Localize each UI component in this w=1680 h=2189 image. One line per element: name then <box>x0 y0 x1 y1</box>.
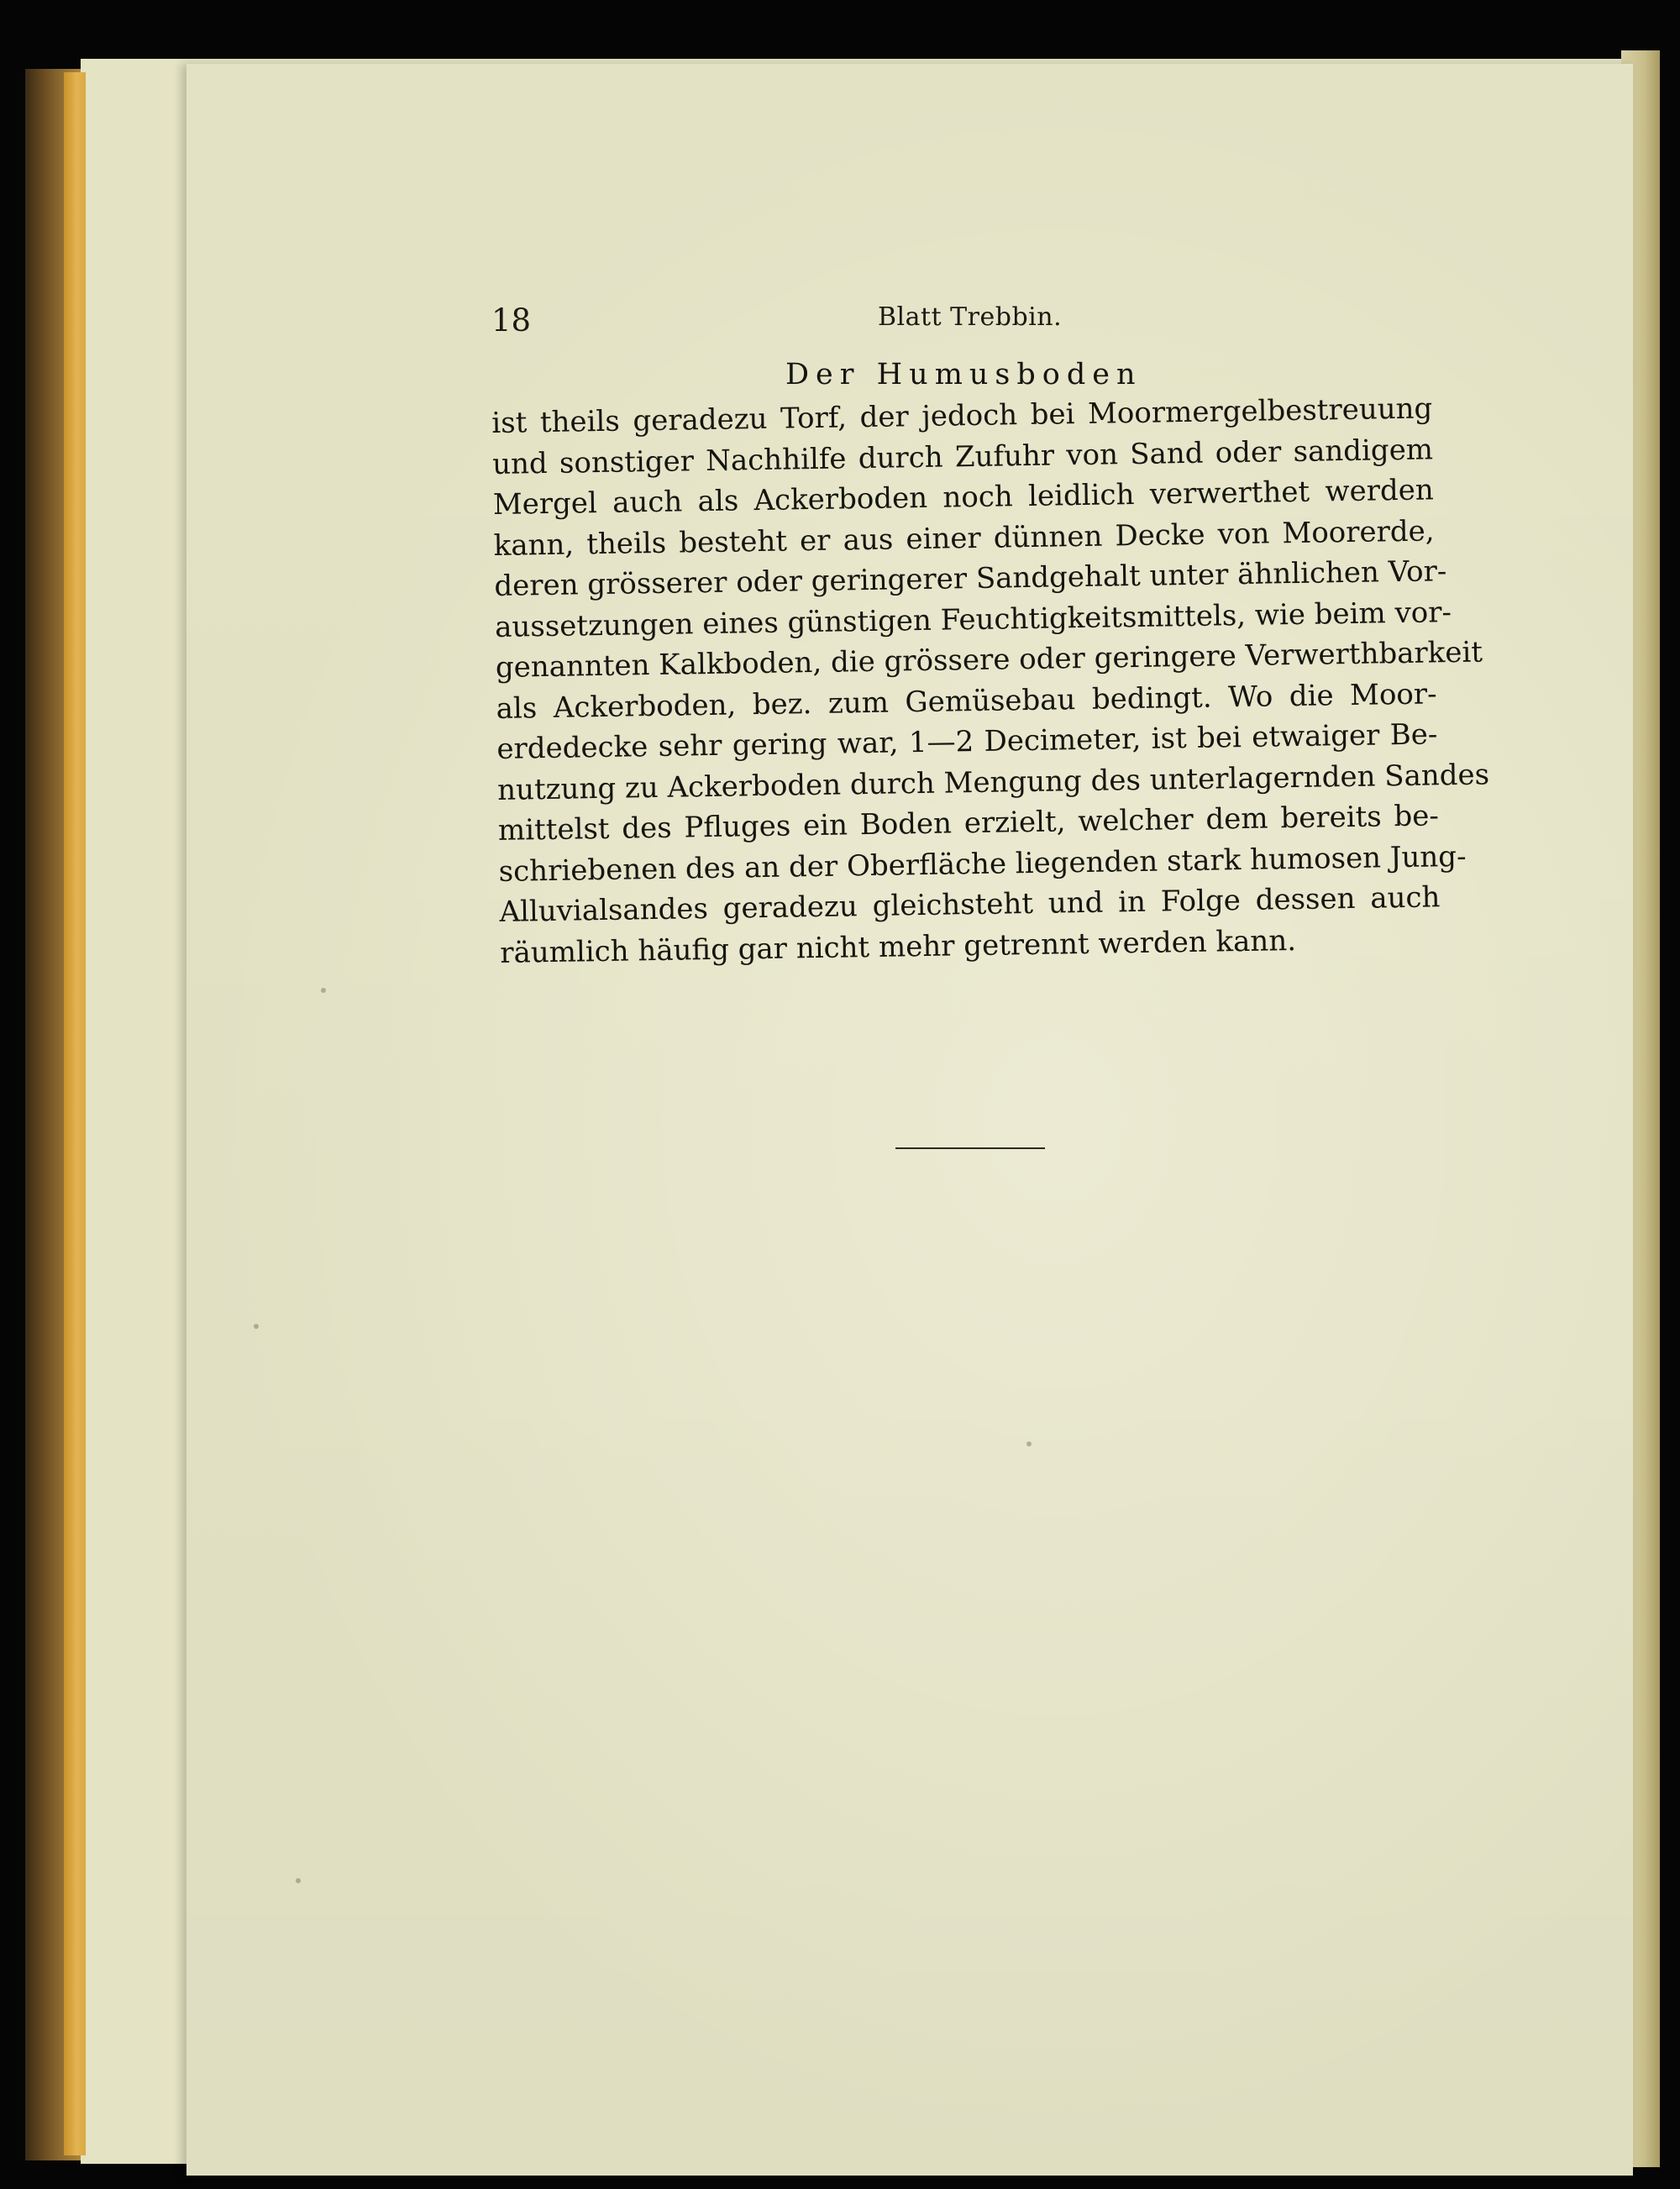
section-heading: Der Humusboden <box>785 358 1142 391</box>
text-line: erdedecke sehr gering war, 1—2 Decimeter, ist bei etwaiger Be- <box>496 717 1438 766</box>
text-line: räumlich häufig gar nicht mehr getrennt werden kann. <box>499 923 1297 970</box>
text-line: kann, theils besteht er aus einer dünnen Decke von Moorerde, <box>493 513 1435 563</box>
page-number: 18 <box>491 302 532 339</box>
text-line: Alluvialsandes geradezu gleichsteht und in Folge dessen auch <box>499 880 1441 929</box>
text-line: genannten Kalkboden, die grössere oder geringere Verwerthbarkeit <box>495 635 1483 685</box>
page-header <box>491 302 1130 361</box>
text-line: aussetzungen eines günstigen Feuchtigkeitsmittels, wie beim vor- <box>494 595 1452 644</box>
text-line: als Ackerboden, bez. zum Gemüsebau bedingt. Wo die Moor- <box>496 676 1437 726</box>
paper-speck <box>296 1878 301 1883</box>
paper-speck <box>321 988 326 993</box>
paper-speck <box>1026 1441 1032 1446</box>
running-head: Blatt Trebbin. <box>878 302 1063 332</box>
paper-speck <box>254 1324 259 1329</box>
text-line: und sonstiger Nachhilfe durch Zufuhr von Sand oder sandigem <box>491 432 1434 481</box>
text-line: mittelst des Pfluges ein Boden erzielt, welcher dem bereits be- <box>497 799 1440 848</box>
section-end-rule <box>895 1147 1045 1149</box>
text-line: ist theils geradezu Torf, der jedoch bei Moormergelbestreuung <box>491 391 1433 440</box>
text-line: nutzung zu Ackerboden durch Mengung des unterlagernden Sandes <box>496 757 1490 807</box>
text-line: deren grösserer oder geringerer Sandgehalt unter ähnlichen Vor- <box>494 554 1447 603</box>
text-line: Mergel auch als Ackerboden noch leidlich verwerthet werden <box>492 473 1435 522</box>
text-line: schriebenen des an der Oberfläche liegenden stark humosen Jung- <box>498 839 1467 889</box>
body-paragraph <box>491 388 1490 1008</box>
gilded-page-edge <box>64 72 86 2155</box>
